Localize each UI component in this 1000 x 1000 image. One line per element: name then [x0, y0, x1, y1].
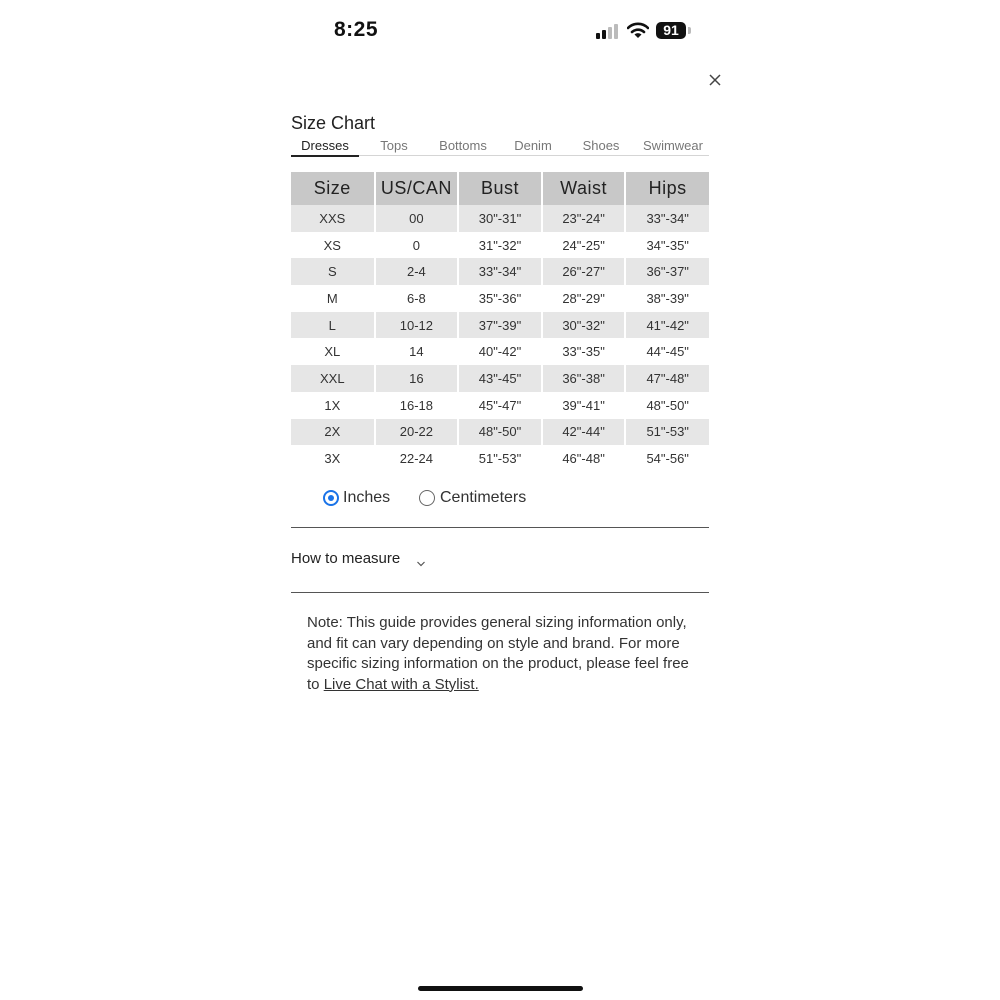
table-cell: 48"-50": [458, 419, 542, 446]
table-row: [291, 365, 709, 392]
table-row: [291, 285, 709, 312]
table-cell: XL: [291, 338, 375, 365]
tab-denim[interactable]: Denim: [514, 138, 552, 153]
table-cell: 6-8: [375, 285, 459, 312]
centimeters-radio[interactable]: [419, 490, 435, 506]
tab-tops[interactable]: Tops: [380, 138, 408, 153]
size-table: [291, 172, 709, 472]
table-cell: 30"-31": [458, 205, 542, 232]
chevron-down-icon[interactable]: [416, 555, 426, 563]
table-cell: XS: [291, 232, 375, 259]
sizing-note: [307, 613, 702, 695]
table-row: [291, 392, 709, 419]
divider: [291, 527, 709, 528]
table-cell: 43"-45": [458, 365, 542, 392]
table-cell: 10-12: [375, 312, 459, 339]
size-table-body: [291, 205, 709, 472]
table-row: [291, 419, 709, 446]
table-cell: 00: [375, 205, 459, 232]
table-cell: 40"-42": [458, 338, 542, 365]
table-cell: 51"-53": [458, 445, 542, 472]
battery-tip: [688, 27, 691, 34]
live-chat-link[interactable]: Live Chat with a Stylist.: [323, 675, 479, 693]
note-label: Note:: [307, 614, 343, 631]
category-tabs: [291, 137, 709, 156]
table-cell: 33"-34": [625, 205, 709, 232]
table-cell: 2X: [291, 419, 375, 446]
column-header: Hips: [625, 172, 709, 205]
table-cell: 51"-53": [625, 419, 709, 446]
column-header: Bust: [458, 172, 542, 205]
battery-icon: 91: [656, 22, 686, 39]
table-row: [291, 338, 709, 365]
tab-shoes[interactable]: Shoes: [582, 138, 620, 153]
table-cell: 34"-35": [646, 237, 689, 253]
table-cell: 36"-38": [542, 365, 626, 392]
table-row: [291, 312, 709, 339]
table-header-row: [291, 172, 709, 205]
table-cell: 3X: [291, 445, 375, 472]
table-cell: 33"-35": [542, 338, 626, 365]
table-cell: 41"-42": [625, 312, 709, 339]
table-cell: 39"-41": [542, 392, 626, 419]
table-cell: 36"-37": [625, 258, 709, 285]
table-cell: L: [291, 312, 375, 339]
wifi-icon: [627, 22, 649, 40]
table-cell: 16-18: [375, 392, 459, 419]
table-cell: 31"-32": [458, 232, 542, 259]
table-cell: 48"-50": [646, 397, 689, 413]
table-cell: 1X: [291, 392, 375, 419]
table-cell: 30"-32": [542, 312, 626, 339]
inches-radio[interactable]: [323, 490, 339, 506]
column-header: Size: [291, 172, 375, 205]
table-cell: 38"-39": [646, 290, 689, 306]
close-icon[interactable]: [705, 70, 725, 90]
column-header: Waist: [542, 172, 626, 205]
table-cell: 23"-24": [542, 205, 626, 232]
inches-label[interactable]: Inches: [343, 489, 391, 506]
table-cell: 14: [375, 338, 459, 365]
tab-dresses[interactable]: Dresses: [291, 137, 359, 157]
table-cell: 46"-48": [542, 445, 626, 472]
table-cell: XXL: [291, 365, 375, 392]
centimeters-label[interactable]: Centimeters: [440, 489, 527, 506]
table-cell: 0: [375, 232, 459, 259]
signal-icon: [596, 23, 622, 39]
tab-swimwear[interactable]: Swimwear: [643, 138, 703, 153]
table-cell: 42"-44": [542, 419, 626, 446]
table-cell: 20-22: [375, 419, 459, 446]
table-row: [291, 205, 709, 232]
column-header: US/CAN: [375, 172, 459, 205]
table-row: [291, 232, 709, 259]
status-time: 8:25: [334, 18, 379, 41]
table-cell: 37"-39": [458, 312, 542, 339]
how-to-measure-toggle[interactable]: How to measure: [291, 550, 401, 567]
tab-bottoms[interactable]: Bottoms: [439, 138, 487, 153]
table-cell: XXS: [291, 205, 375, 232]
size-chart-title: Size Chart: [291, 113, 376, 133]
home-indicator[interactable]: [418, 986, 583, 991]
table-cell: 47"-48": [625, 365, 709, 392]
table-row: [291, 445, 709, 472]
divider: [291, 592, 709, 593]
note-text: This guide provides general sizing information only, and fit can vary depending on style and brand. For more specific sizing information on the product, please feel free to: [307, 614, 689, 693]
table-row: [291, 258, 709, 285]
table-cell: 26"-27": [542, 258, 626, 285]
table-cell: S: [291, 258, 375, 285]
table-cell: 16: [375, 365, 459, 392]
table-cell: 44"-45": [646, 344, 689, 360]
table-cell: 22-24: [375, 445, 459, 472]
table-cell: 35"-36": [458, 285, 542, 312]
table-cell: 33"-34": [458, 258, 542, 285]
table-cell: M: [291, 285, 375, 312]
table-cell: 45"-47": [458, 392, 542, 419]
table-cell: 24"-25": [542, 232, 626, 259]
table-cell: 2-4: [375, 258, 459, 285]
table-cell: 54"-56": [646, 451, 689, 467]
table-cell: 28"-29": [542, 285, 626, 312]
